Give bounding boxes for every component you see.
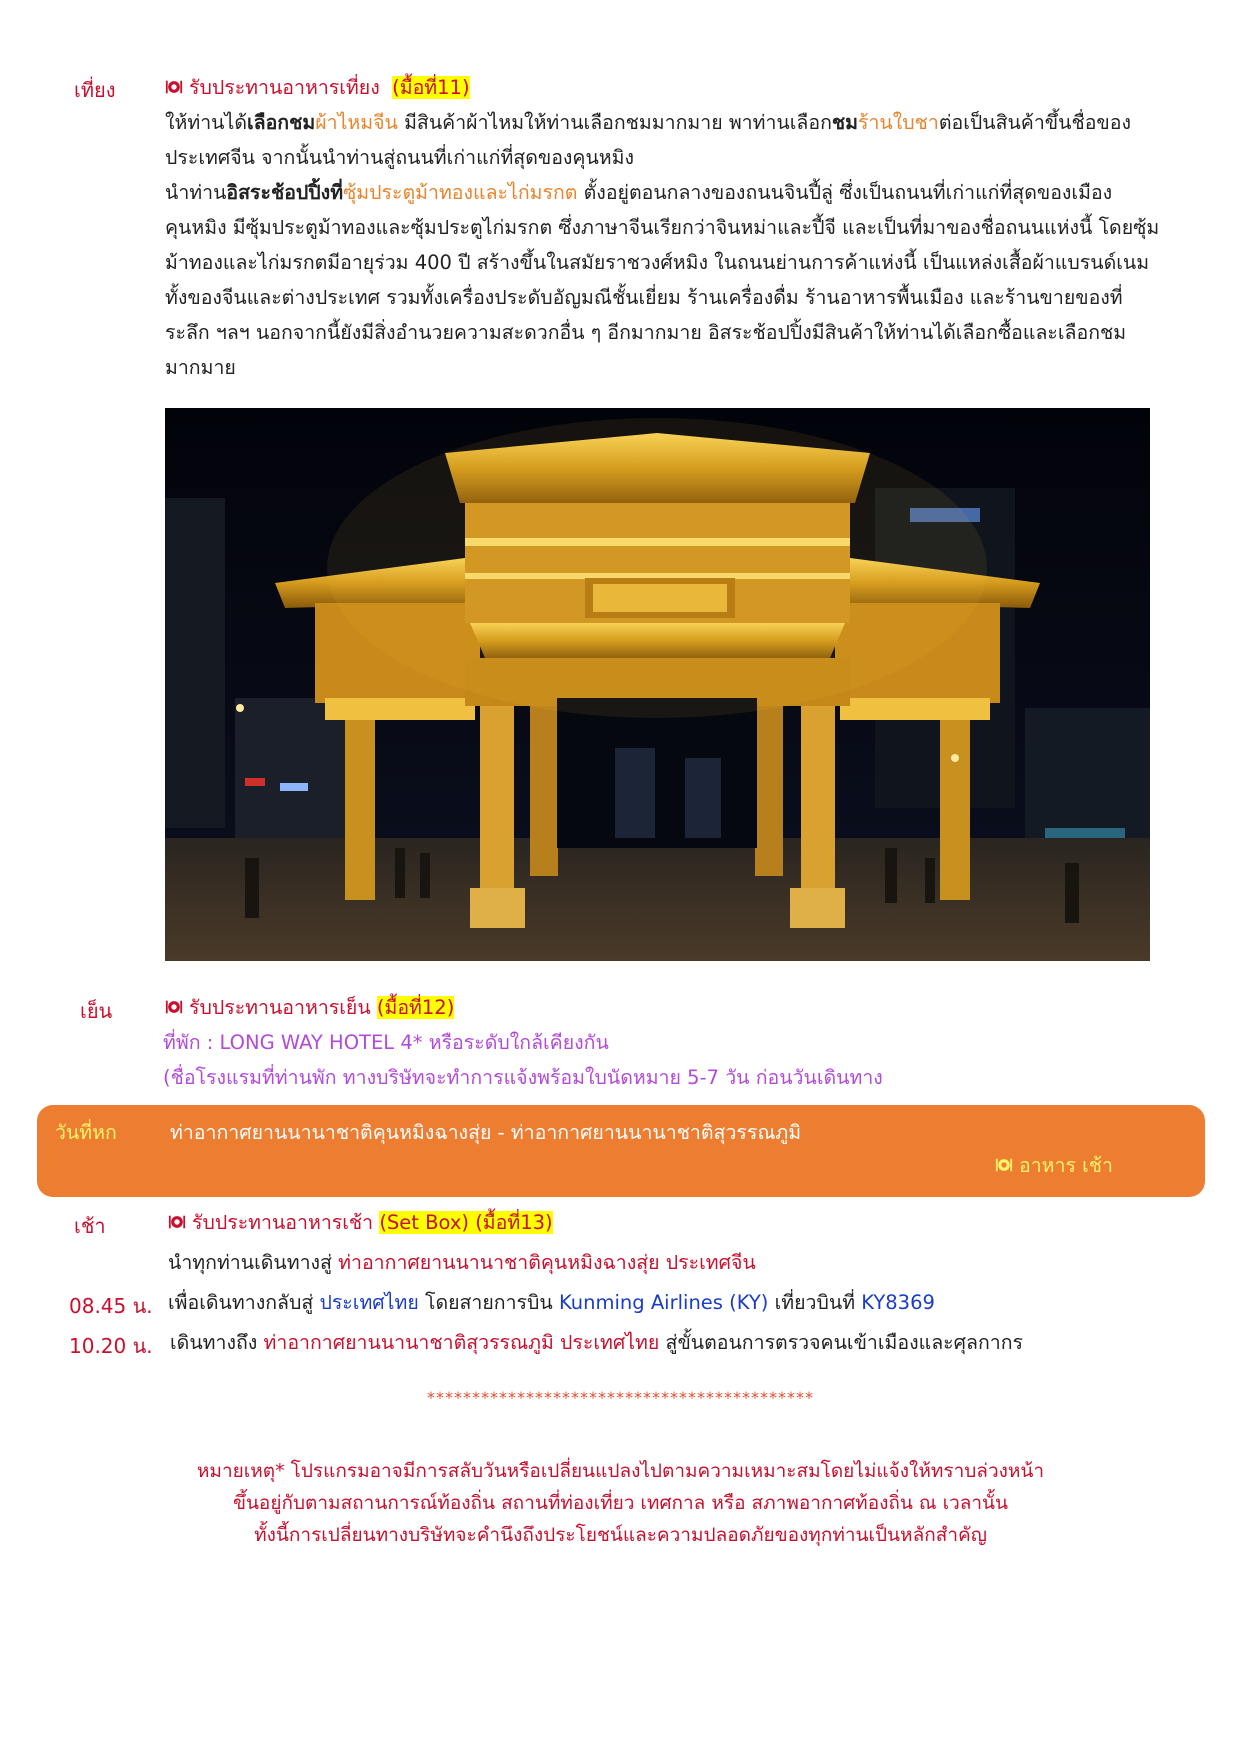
day-meals [995,1148,1113,1183]
lunch-p2-line5: ระลึก ฯลฯ นอกจากนี้ยังมีสิ่งอำนวยความสะดวกอื่น ๆ อีกมากมาย อิสระช้อปปิ้งมีสินค้าให้ท่านได้เลือกซื้อและเลือกชม [165,321,1127,344]
text: ซุ้มประตูม้าทองและไก่มรกต [343,181,578,204]
dinner-time: เย็น [80,999,113,1023]
dinner-meal-number: (มื้อที่12) [376,996,455,1019]
text: ตั้งอยู่ตอนกลางของถนนจินปี้ลู่ ซึ่งเป็นถนนที่เก่าแก่ที่สุดของเมือง [577,181,1113,204]
text: มีสินค้าผ้าไหมให้ท่านเลือกชมมากมาย พาท่านเลือก [397,111,832,134]
lunch-p2-line2: คุนหมิง มีซุ้มประตูม้าทองและซุ้มประตูไก่มรกต ซึ่งภาษาจีนเรียกว่าจินหม่าและปี้จี และเป็นที่มาของชื่อถนนแห่งนี้ โดยซุ้ม [165,216,1160,239]
text: อิสระช้อปปิ้งที่ [226,181,344,204]
lunch-p1-line1 [165,105,1131,140]
lunch-time: เที่ยง [74,78,116,102]
text: โดยสายการบิน [418,1291,559,1314]
text: นำท่าน [165,181,227,204]
note-line2: ขึ้นอยู่กับตามสถานการณ์ท้องถิ่น สถานที่ท่องเที่ยว เทศกาล หรือ สภาพอากาศท้องถิ่น ณ เวลานั้น [232,1492,1009,1514]
text: ต่อเป็นสินค้าขึ้นชื่อของ [938,111,1131,134]
text: เพื่อเดินทางกลับสู่ [168,1291,320,1314]
lunch-meal-heading [165,70,470,105]
breakfast-time: เช้า [74,1214,106,1238]
text: เที่ยวบินที่ [768,1291,862,1314]
arrival-time: 10.20 น. [69,1334,153,1358]
star-separator: ******************************************* [427,1388,814,1407]
day-meals-text: อาหาร เช้า [1019,1154,1113,1177]
lunch-meal-number: (มื้อที่11) [392,76,470,99]
text: ร้านใบชา [857,111,939,134]
hotel-note: (ชื่อโรงแรมที่ท่านพัก ทางบริษัทจะทำการแจ้งพร้อมใบนัดหมาย 5-7 วัน ก่อนวันเดินทาง [163,1066,883,1089]
transfer-line [168,1245,756,1280]
lunch-p2-line6: มากมาย [165,356,236,379]
day-route: ท่าอากาศยานนานาชาติคุนหมิงฉางสุ่ย - ท่าอากาศยานนานาชาติสุวรรณภูมิ [170,1121,802,1144]
note-line1: หมายเหตุ* โปรแกรมอาจมีการสลับวันหรือเปลี่ยนแปลงไปตามความเหมาะสมโดยไม่แจ้งให้ทราบล่วงหน้า [196,1460,1045,1482]
text: เดินทางถึง [170,1331,264,1354]
archway-night-photo [165,408,1150,961]
lunch-p2-line3: ม้าทองและไก่มรกตมีอายุร่วม 400 ปี สร้างขึ้นในสมัยราชวงศ์หมิง ในถนนย่านการค้าแห่งนี้ เป็นแหล่งเสื้อผ้าแบรนด์เนม [165,251,1150,274]
day-label: วันที่หก [55,1121,117,1144]
archway-illustration [165,408,1150,961]
text: ประเทศไทย [319,1291,419,1314]
arrival-line [170,1325,1023,1360]
lunch-p2-line4: ทั้งของจีนและต่างประเทศ รวมทั้งเครื่องประดับอัญมณีชั้นเยี่ยม ร้านเครื่องดื่ม ร้านอาหารพื้นเมือง และร้านขายของที่ [165,286,1123,309]
text: ชม [831,111,858,134]
text: KY8369 [861,1291,935,1314]
lunch-p2-line1 [165,175,1112,210]
lunch-meal-label: รับประทานอาหารเที่ยง [189,76,380,99]
departure-time: 08.45 น. [69,1294,153,1318]
text: ผ้าไหมจีน [315,111,398,134]
hotel-info: ที่พัก : LONG WAY HOTEL 4* หรือระดับใกล้เคียงกัน [163,1031,609,1054]
text: สู่ขั้นตอนการตรวจคนเข้าเมืองและศุลกากร [659,1331,1023,1354]
breakfast-meal-heading [168,1205,553,1240]
dish-icon [165,998,183,1016]
breakfast-meal-label: รับประทานอาหารเช้า [192,1211,374,1234]
dinner-meal-heading [165,990,454,1025]
departure-line [168,1285,935,1320]
lunch-p1-line2: ประเทศจีน จากนั้นนำท่านสู่ถนนที่เก่าแก่ที่สุดของคุนหมิง [165,146,635,169]
dinner-meal-label: รับประทานอาหารเย็น [189,996,371,1019]
text: Kunming Airlines (KY) [558,1291,769,1314]
dish-icon [168,1213,186,1231]
dish-icon [995,1156,1013,1174]
breakfast-meal-number: (Set Box) (มื้อที่13) [379,1211,553,1234]
dish-icon [165,78,183,96]
text: ท่าอากาศยานนานาชาติคุนหมิงฉางสุ่ย ประเทศจีน [338,1251,756,1274]
text: ท่าอากาศยานนานาชาติสุวรรณภูมิ ประเทศไทย [263,1331,660,1354]
text: เลือกชม [246,111,316,134]
text: นำทุกท่านเดินทางสู่ [168,1251,339,1274]
note-line3: ทั้งนี้การเปลี่ยนทางบริษัทจะคำนึงถึงประโยชน์และความปลอดภัยของทุกท่านเป็นหลักสำคัญ [254,1524,987,1546]
text: ให้ท่านได้ [165,111,247,134]
